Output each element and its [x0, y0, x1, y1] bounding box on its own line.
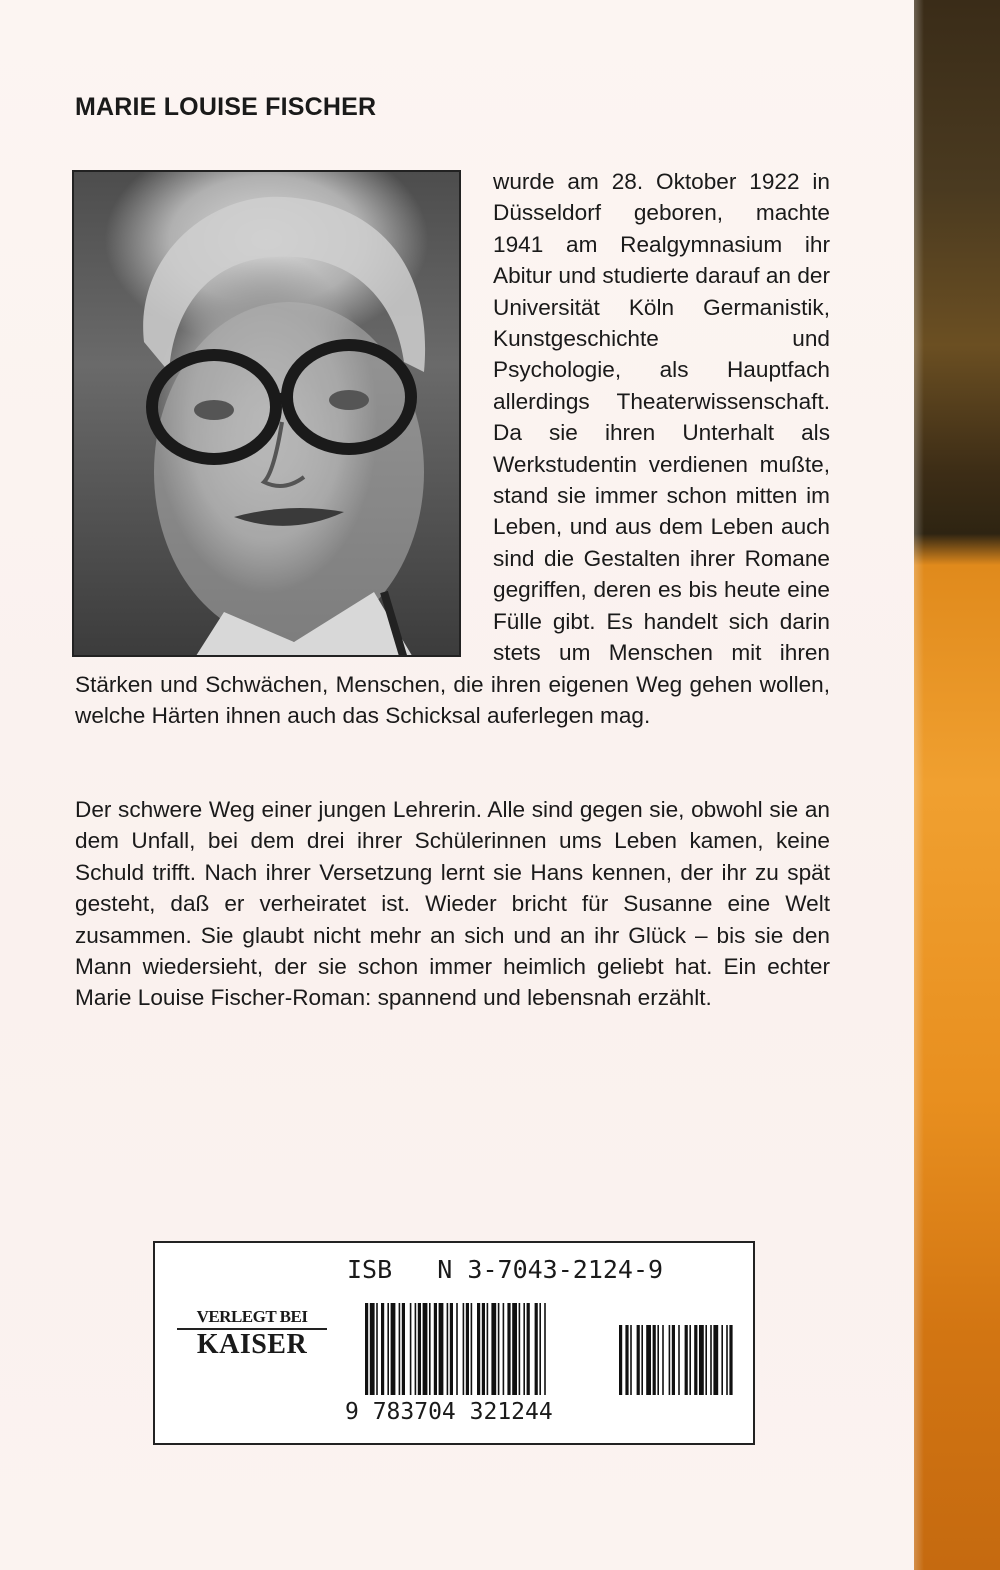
photo-wrap-space	[75, 166, 493, 663]
ean-barcode-graphic	[365, 1303, 735, 1399]
book-edge	[914, 0, 1000, 1570]
isbn-number: ISB N 3-7043-2124-9	[347, 1255, 664, 1284]
author-bio-text: wurde am 28. Oktober 1922 in Düsseldorf geboren, machte 1941 am Realgymnasium ihr Abitur und studierte darauf an der Universität Köln Germanistik, Kunstgeschichte und Psychologie, als Hauptfach allerdings Theaterwissenschaft. Da sie ihren Unterhalt als Werkstudentin verdienen mußte, stand sie immer schon mitten im Leben, und aus dem Leben auch sind die Gestalten ihrer Romane gegriffen, deren es bis heute eine Fülle gibt. Es handelt sich darin stets um Menschen mit ihren Stärken und Schwächen, Menschen, die ihren eigenen Weg gehen wollen, welche Härten ihnen auch das Schicksal auferlegen mag.	[75, 169, 830, 728]
publisher-logo	[177, 1307, 327, 1360]
publisher-name: KAISER	[196, 1329, 308, 1360]
author-bio	[75, 166, 830, 731]
publisher-top-text: VERLEGT BEI	[177, 1307, 327, 1330]
author-name: MARIE LOUISE FISCHER	[75, 93, 377, 121]
barcode-panel	[153, 1241, 755, 1445]
ean-digits: 9 783704 321244	[345, 1399, 553, 1425]
book-summary: Der schwere Weg einer jungen Lehrerin. Alle sind gegen sie, obwohl sie an dem Unfall, bei dem drei ihrer Schülerinnen ums Leben kamen, keine Schuld trifft. Nach ihrer Versetzung lernt sie Hans kennen, der ihr zu spät gesteht, daß er verheiratet ist. Wieder bricht für Susanne eine Welt zusammen. Sie glaubt nicht mehr an sich und an ihr Glück – bis sie den Mann wiedersieht, der sie schon immer heimlich geliebt hat. Ein echter Marie Louise Fischer-Roman: spannend und lebensnah erzählt.	[75, 797, 830, 1011]
